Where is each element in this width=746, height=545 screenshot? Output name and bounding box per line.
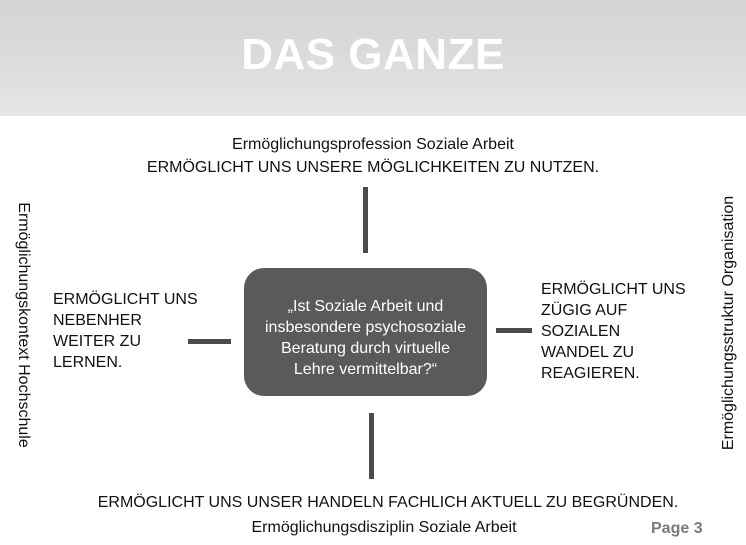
right-line: REAGIEREN.: [541, 365, 640, 382]
left-vertical-label: Ermöglichungskontext Hochschule: [15, 202, 32, 448]
left-line: NEBENHER: [53, 312, 142, 329]
title-banner: [0, 0, 746, 116]
right-line: WANDEL ZU: [541, 344, 635, 361]
left-line: LERNEN.: [53, 354, 123, 371]
right-vertical-label: Ermöglichungsstruktur Organisation: [720, 195, 737, 451]
left-line: WEITER ZU: [53, 333, 141, 350]
right-statement: [541, 279, 686, 384]
right-line: SOZIALEN: [541, 323, 621, 340]
slide-title: DAS GANZE: [241, 30, 505, 79]
bottom-statement: ERMÖGLICHT UNS UNSER HANDELN FACHLICH AKTUELL ZU BEGRÜNDEN.: [97, 494, 679, 511]
right-connector: [496, 328, 532, 333]
bottom-connector: [369, 413, 374, 479]
bottom-label: Ermöglichungsdisziplin Soziale Arbeit: [251, 519, 517, 536]
right-line: ERMÖGLICHT UNS: [541, 281, 686, 298]
center-line: Lehre vermittelbar?“: [293, 361, 438, 378]
top-connector: [363, 187, 368, 253]
center-line: „Ist Soziale Arbeit und: [287, 298, 444, 315]
top-statement: ERMÖGLICHT UNS UNSERE MÖGLICHKEITEN ZU NUTZEN.: [146, 159, 600, 176]
right-line: ZÜGIG AUF: [541, 302, 628, 319]
top-label: Ermöglichungsprofession Soziale Arbeit: [232, 136, 514, 153]
center-line: insbesondere psychosoziale: [264, 319, 466, 336]
center-line: Beratung durch virtuelle: [281, 340, 450, 357]
center-question: [244, 296, 487, 380]
left-line: ERMÖGLICHT UNS: [53, 291, 198, 308]
left-statement: [53, 289, 198, 373]
page-number: Page 3: [651, 520, 703, 537]
